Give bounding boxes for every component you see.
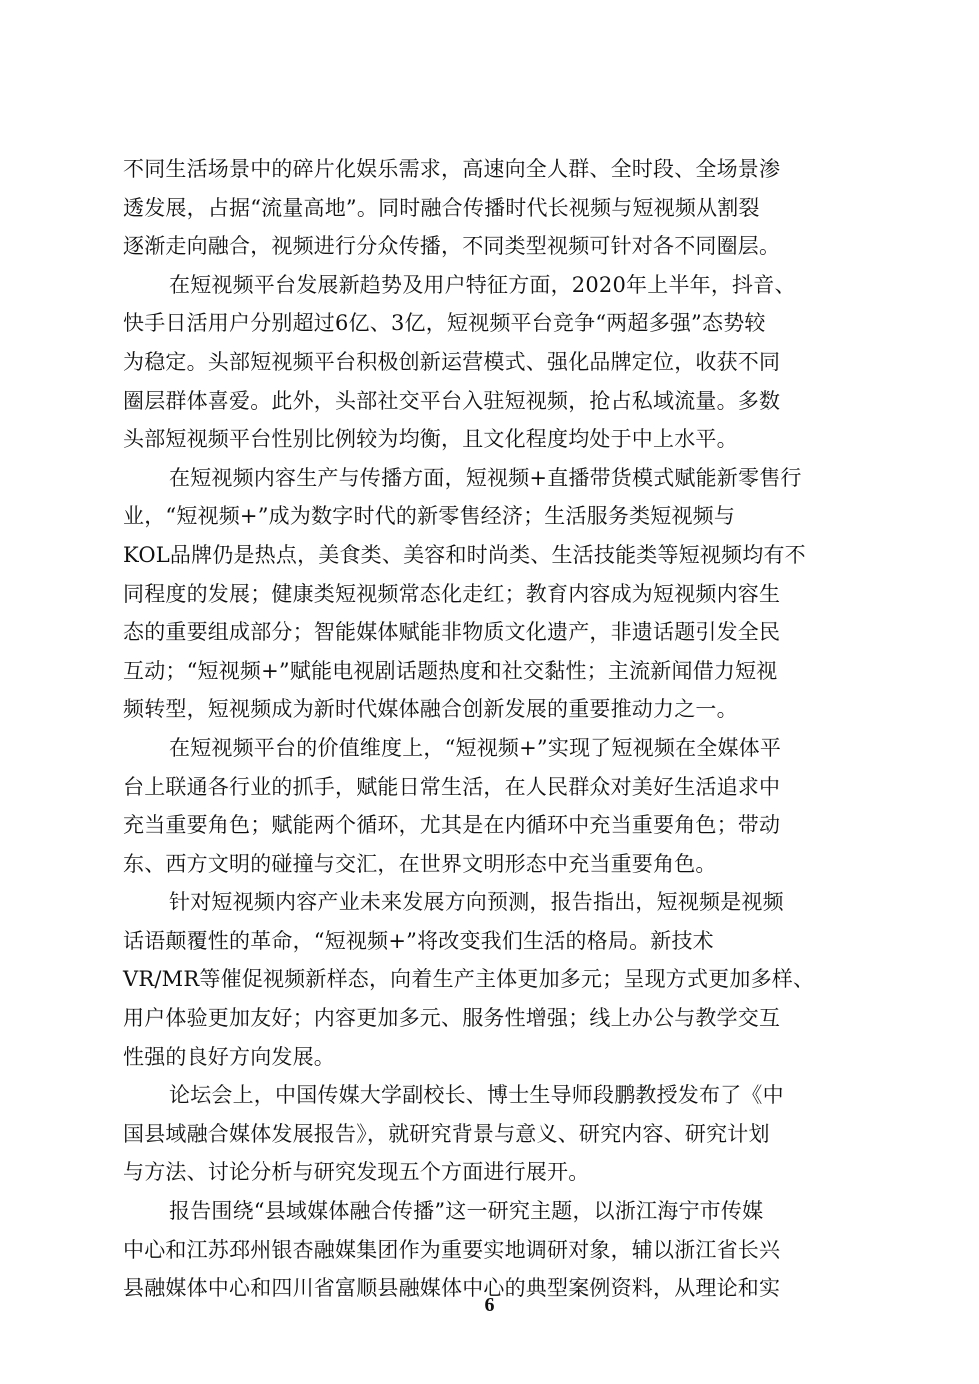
text-line: 逐渐走向融合，视频进行分众传播，不同类型视频可针对各不同圈层。 (123, 234, 781, 259)
text-line: 充当重要角色；赋能两个循环，尤其是在内循环中充当重要角色；带动 (123, 813, 781, 838)
text-line: VR/MR等催促视频新样态，向着生产主体更加多元；呈现方式更加多样、 (123, 967, 815, 992)
text-line: 透发展，占据“流量高地”。同时融合传播时代长视频与短视频从割裂 (123, 195, 760, 220)
text-line: 不同生活场景中的碎片化娱乐需求，高速向全人群、全时段、全场景渗 (123, 157, 781, 181)
text-line: 频转型，短视频成为新时代媒体融合创新发展的重要推动力之一。 (123, 697, 738, 722)
body-text (123, 150, 858, 1308)
page-number: 6 (484, 1294, 495, 1316)
text-line: 论坛会上，中国传媒大学副校长、博士生导师段鹏教授发布了《中 (169, 1083, 784, 1108)
text-line: 头部短视频平台性别比例较为均衡，且文化程度均处于中上水平。 (123, 427, 738, 452)
text-line: 东、西方文明的碰撞与交汇，在世界文明形态中充当重要角色。 (123, 851, 717, 876)
text-line: 态的重要组成部分；智能媒体赋能非物质文化遗产，非遗话题引发全民 (123, 620, 781, 645)
text-line: 同程度的发展；健康类短视频常态化走红；教育内容成为短视频内容生 (123, 581, 781, 606)
paragraph (123, 266, 858, 459)
text-line: 用户体验更加友好；内容更加多元、服务性增强；线上办公与教学交互 (123, 1006, 781, 1031)
text-line: 话语颠覆性的革命，“短视频+”将改变我们生活的格局。新技术 (123, 928, 714, 953)
text-line: 县融媒体中心和四川省富顺县融媒体中心的典型案例资料，从理论和实 (123, 1276, 781, 1301)
text-line: KOL品牌仍是热点，美食类、美容和时尚类、生活技能类等短视频均有不 (123, 542, 806, 567)
text-line: 在短视频平台的价值维度上，“短视频+”实现了短视频在全媒体平 (169, 735, 782, 760)
text-line: 在短视频平台发展新趋势及用户特征方面，2020年上半年，抖音、 (169, 272, 796, 297)
text-line: 为稳定。头部短视频平台积极创新运营模式、强化品牌定位，收获不同 (123, 349, 781, 374)
paragraph (123, 150, 858, 266)
text-line: 台上联通各行业的抓手，赋能日常生活，在人民群众对美好生活追求中 (123, 774, 781, 799)
text-line: 互动；“短视频+”赋能电视剧话题热度和社交黏性；主流新闻借力短视 (123, 658, 778, 683)
paragraph (123, 1076, 858, 1192)
text-line: 针对短视频内容产业未来发展方向预测，报告指出，短视频是视频 (169, 890, 784, 915)
text-line: 报告围绕“县域媒体融合传播”这一研究主题，以浙江海宁市传媒 (169, 1199, 764, 1224)
text-line: 与方法、讨论分析与研究发现五个方面进行展开。 (123, 1160, 590, 1185)
text-line: 中心和江苏邳州银杏融媒集团作为重要实地调研对象，辅以浙江省长兴 (123, 1237, 781, 1262)
paragraph (123, 1192, 858, 1308)
text-line: 国县域融合媒体发展报告》，就研究背景与意义、研究内容、研究计划 (123, 1121, 770, 1146)
paragraph (123, 883, 858, 1076)
text-line: 性强的良好方向发展。 (123, 1044, 335, 1069)
text-line: 业，“短视频+”成为数字时代的新零售经济；生活服务类短视频与 (123, 504, 736, 529)
text-line: 快手日活用户分别超过6亿、3亿，短视频平台竞争“两超多强”态势较 (123, 311, 766, 336)
paragraph (123, 459, 858, 729)
text-line: 圈层群体喜爱。此外，头部社交平台入驻短视频，抢占私域流量。多数 (123, 388, 781, 413)
paragraph (123, 729, 858, 883)
text-line: 在短视频内容生产与传播方面，短视频+直播带货模式赋能新零售行 (169, 465, 802, 490)
